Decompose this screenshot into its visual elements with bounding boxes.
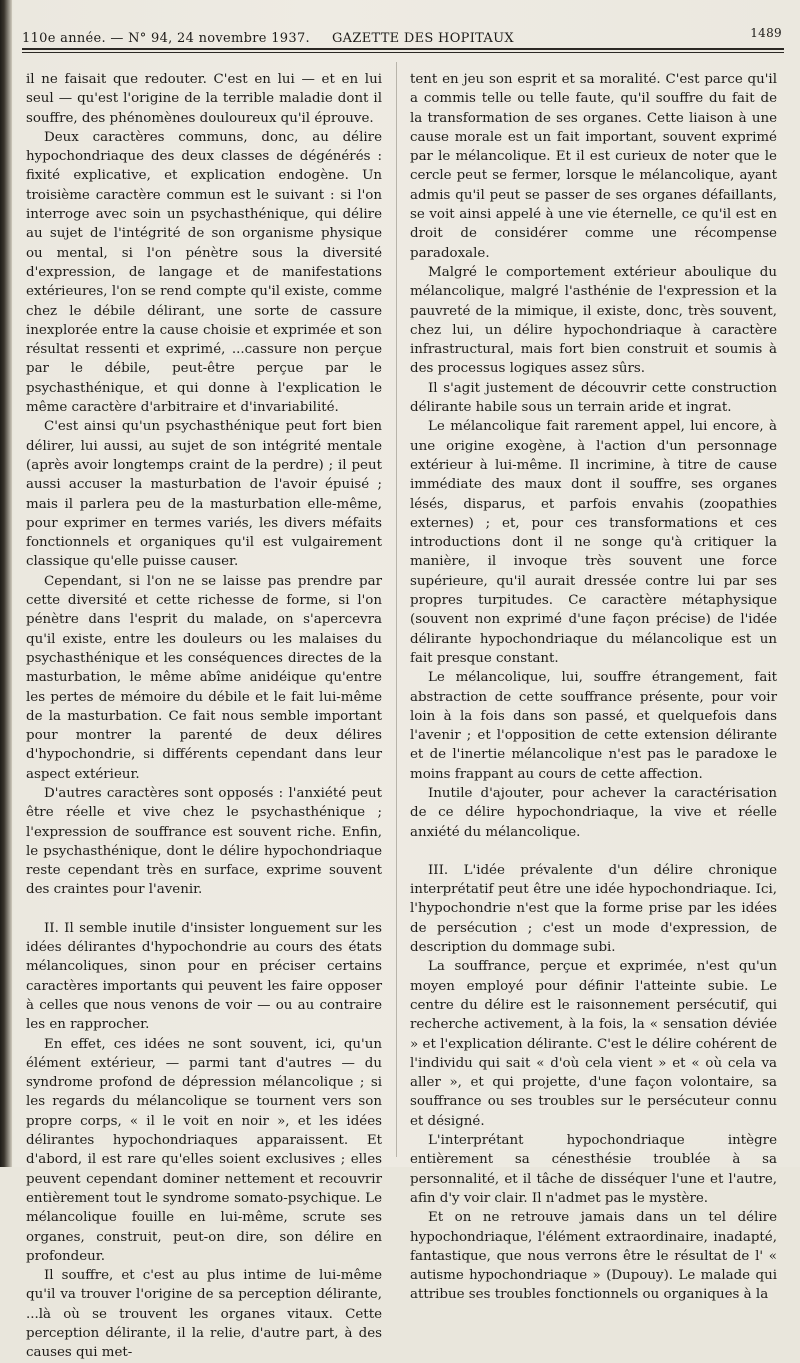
paragraph: En effet, ces idées ne sont souvent, ici, qu'un élément extérieur, — parmi tant d'autres — du syndrome profond de dépression mélancolique ; si les regards du mélancolique se tournent vers son propre corps, « il le voit en noir », et les idées délirantes hypochondriaques apparaissent. Et d'abord, il est rare qu'elles soient exclusives ; elles peuvent cependant dominer nettement et recouvrir entièrement tout le syndrome somato-psychique. Le mélancolique fouille en lui-même, scrute ses organes, construit, peut-on dire, son délire en profondeur.	[26, 1036, 382, 1264]
section-paragraph: III. L'idée prévalente d'un délire chronique interprétatif peut être une idée hypochondriaque. Ici, l'hypochondrie n'est que la forme prise par les idées de persécution ; c'est un mode d'expression, de description du dommage subi.	[410, 862, 777, 956]
column-divider	[396, 62, 397, 1157]
paragraph: Et on ne retrouve jamais dans un tel délire hypochondriaque, l'élément extraordinaire, inadapté, fantastique, que nous verrons être le résultat de l' « autisme hypochondriaque » (Dupouy). Le malade qui attribue ses troubles fonctionnels ou organiques à la	[410, 1210, 777, 1303]
right-column	[410, 70, 777, 1303]
paragraph: Le mélancolique, lui, souffre étrangement, fait abstraction de cette souffrance présente, pour voir loin à la fois dans son passé, et quelquefois dans l'avenir ; et l'opposition de cette extension délirante et de l'inertie mélancolique n'est pas le paradoxe le moins frappant au cours de cette affection.	[410, 670, 777, 782]
issue-info: 110e année. — N° 94, 24 novembre 1937.	[22, 31, 310, 46]
paragraph: Inutile d'ajouter, pour achever la caractérisation de ce délire hypochondriaque, la vive et réelle anxiété du mélancolique.	[410, 785, 777, 840]
paragraph: L'interprétant hypochondriaque intègre entièrement sa cénesthésie troublée à sa personnalité, et il tâche de disséquer l'une et l'autre, afin d'y voir clair. Il n'admet pas le mystère.	[410, 1133, 777, 1206]
page-binding-edge	[0, 0, 12, 1167]
paragraph: Deux caractères communs, donc, au délire hypochondriaque des deux classes de dégénérés : fixité explicative, et explication endogène. Un troisième caractère commun est le suivant : si l'on interroge avec soin un psychasthénique, qui délire au sujet de l'intégrité de son organisme physique ou mental, si l'on pénètre sous la diversité d'expression, de langage et de manifestations extérieures, l'on se rend compte qu'il existe, comme chez le débile délirant, une sorte de cassure inexplorée entre la cause choisie et exprimée et son résultat ressenti et exprimé, ...cassure non perçue par le débile, peut-être perçue par le psychasthénique, et qui donne à l'explication le même caractère d'arbitraire et d'invariabilité.	[26, 129, 382, 416]
section-paragraph: II. Il semble inutile d'insister longuement sur les idées délirantes d'hypochondrie au cours des états mélancoliques, sinon pour en préciser certains caractères importants qui peuvent les faire opposer à celles que nous venons de voir — ou au contraire les en rapprocher.	[26, 920, 382, 1033]
paragraph: D'autres caractères sont opposés : l'anxiété peut être réelle et vive chez le psychasthénique ; l'expression de souffrance est souvent riche. Enfin, le psychasthénique, dont le délire hypochondriaque reste cependant très en surface, exprime souvent des craintes pour l'avenir.	[26, 785, 382, 898]
header-rule-thick	[22, 48, 784, 50]
paragraph: Malgré le comportement extérieur aboulique du mélancolique, malgré l'asthénie de l'expression et la pauvreté de la mimique, il existe, donc, très souvent, chez lui, un délire hypochondriaque à caractère infrastructural, mais fort bien construit et soumis à des processus logiques assez sûrs.	[410, 264, 777, 377]
paragraph: Il souffre, et c'est au plus intime de lui-même qu'il va trouver l'origine de sa perception délirante, ...là où se trouvent les organes vitaux. Cette perception délirante, il la relie, d'autre part, à des causes qui met-	[26, 1268, 382, 1361]
publication-title: GAZETTE DES HOPITAUX	[332, 31, 514, 46]
paragraph: La souffrance, perçue et exprimée, n'est qu'un moyen employé pour définir l'atteinte subie. Le centre du délire est le raisonnement persécutif, qui recherche activement, à la fois, la « sensation déviée » et l'explication délirante. C'est le délire cohérent de l'individu qui sait « d'où cela vient » et « où cela va aller », et qui projette, d'une façon volontaire, sa souffrance ou ses troubles sur le persécuteur connu et désigné.	[410, 959, 777, 1129]
paragraph: tent en jeu son esprit et sa moralité. C'est parce qu'il a commis telle ou telle faute, qu'il souffre du fait de la transformation de ses organes. Cette liaison à une cause morale est un fait important, souvent exprimé par le mélancolique. Et il est curieux de noter que le cercle peut se fermer, lorsque le mélancolique, ayant admis qu'il peut se passer de ses organes défaillants, se voit ainsi appelé à une vie éternelle, ce qu'il est en droit de considérer comme une récompense paradoxale.	[410, 72, 777, 261]
paragraph: Le mélancolique fait rarement appel, lui encore, à une origine exogène, à l'action d'un personnage extérieur à lui-même. Il incrimine, à titre de cause immédiate des maux dont il souffre, ses organes lésés, disparus, et parfois envahis (zoopathies externes) ; et, pour ces transformations et ces introductions dont il ne songe qu'à critiquer la manière, il invoque très souvent une force supérieure, qu'il aurait dressée contre lui par ses propres turpitudes. Ce caractère métaphysique (souvent non exprimé d'une façon précise) de l'idée délirante hypochondriaque du mélancolique est un fait presque constant.	[410, 419, 777, 666]
page-header	[22, 26, 782, 48]
paragraph: Cependant, si l'on ne se laisse pas prendre par cette diversité et cette richesse de forme, si l'on pénètre dans l'esprit du malade, on s'apercevra qu'il existe, entre les douleurs ou les malaises du psychasthénique et les conséquences directes de la masturbation, le même abîme anidéique qu'entre les pertes de mémoire du débile et le fait lui-même de la masturbation. Ce fait nous semble important pour montrer la parenté de deux délires d'hypochondrie, si différents cependant dans leur aspect extérieur.	[26, 573, 382, 782]
header-rule-thin	[22, 52, 784, 53]
paragraph: Il s'agit justement de découvrir cette construction délirante habile sous un terrain aride et ingrat.	[410, 380, 777, 416]
paragraph: il ne faisait que redouter. C'est en lui — et en lui seul — qu'est l'origine de la terrible maladie dont il souffre, des phénomènes douloureux qu'il éprouve.	[26, 72, 382, 126]
page-number: 1489	[750, 26, 782, 40]
paragraph: C'est ainsi qu'un psychasthénique peut fort bien délirer, lui aussi, au sujet de son intégrité mentale (après avoir longtemps craint de la perdre) ; il peut aussi accuser la masturbation de l'avoir épuisé ; mais il parlera peu de la masturbation elle-même, pour exprimer en termes variés, les divers méfaits fonctionnels et organiques qu'il est vulgairement classique qu'elle puisse causer.	[26, 419, 382, 570]
left-column	[26, 70, 382, 1361]
